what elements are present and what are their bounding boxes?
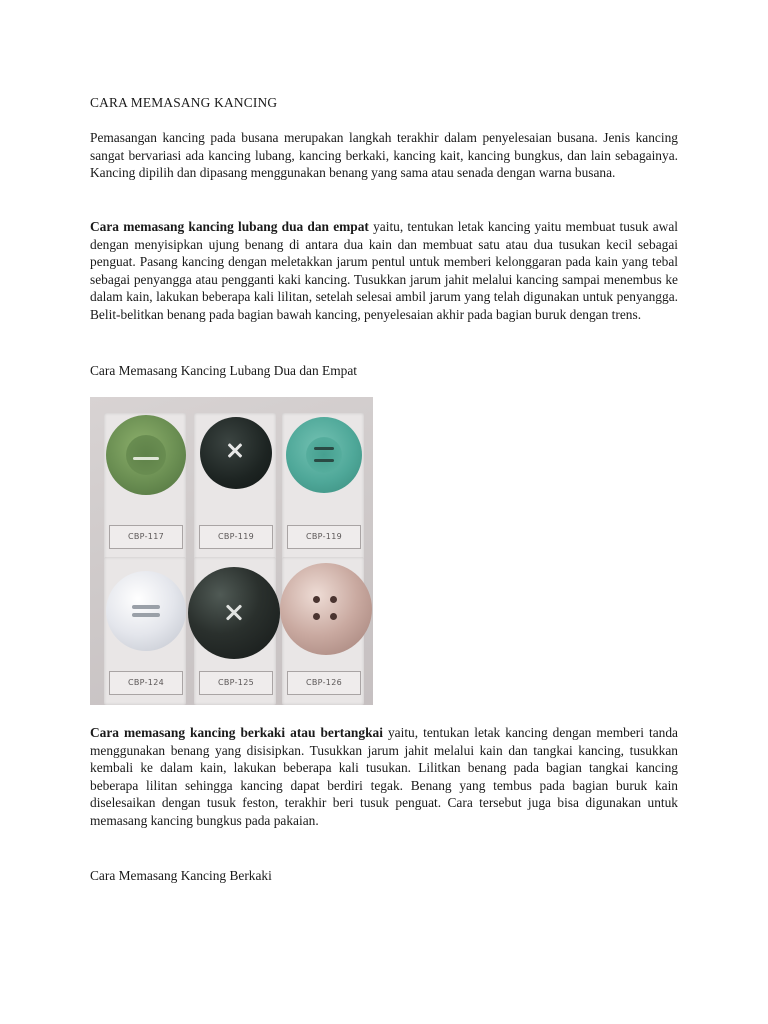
intro-paragraph: Pemasangan kancing pada busana merupakan langkah terakhir dalam penyelesaian busana. Jenis kancing sangat bervariasi ada kancing lubang, kancing berkaki, kancing kait, kancing bungkus, dan lain sebagainya. Kancing dipilih dan dipasang menggunakan benang yang sama atau senada dengan warna busana. [90,130,678,181]
button-hole [313,596,320,603]
green-button [106,415,186,495]
button-hole [314,459,334,462]
dark-marble-button [188,567,280,659]
button-card [282,413,364,561]
button-hole [133,457,159,460]
button-hole [132,605,160,609]
button-hole [314,447,334,450]
button-hole [313,613,320,620]
caption-hole-buttons: Cara Memasang Kancing Lubang Dua dan Empat [90,363,357,378]
document-title: CARA MEMASANG KANCING [90,95,278,110]
caption-shank-buttons: Cara Memasang Kancing Berkaki [90,868,272,883]
black-button [200,417,272,489]
button-label: CBP-124 [109,671,183,695]
button-card [282,557,364,705]
button-hole [330,613,337,620]
button-card [104,413,186,561]
shank-button-paragraph [90,724,678,830]
two-four-hole-text: yaitu, tentukan letak kancing yaitu membuat tusuk awal dengan menyisipkan ujung benang di antara dua kain dan membuat satu atau dua tusukan kecil sebagai penguat. Pasang kancing dengan meletakkan jarum pentul untuk memberi kelonggaran pada kain yang tebal sebagai penyangga atau pengganti kaki kancing. Tusukkan jarum jahit melalui kancing sampai menembus ke dalam kain, lakukan beberapa kali lilitan, setelah selesai ambil jarum yang telah digunakan untuk penyangga. Belit-belitkan benang pada bagian bawah kancing, penyelesaian akhir pada bagian buruk dengan trens. [90,219,678,322]
button-card [194,413,276,561]
two-four-hole-paragraph [90,218,678,324]
button-card [194,557,276,705]
white-button [106,571,186,651]
two-four-hole-heading: Cara memasang kancing lubang dua dan empat [90,219,369,234]
button-card [104,557,186,705]
pink-marble-button [280,563,372,655]
button-label: CBP-119 [287,525,361,549]
button-label: CBP-117 [109,525,183,549]
button-hole [330,596,337,603]
button-hole [132,613,160,617]
button-label: CBP-126 [287,671,361,695]
shank-button-heading: Cara memasang kancing berkaki atau bertangkai [90,725,383,740]
button-label: CBP-125 [199,671,273,695]
shank-button-text: yaitu, tentukan letak kancing dengan memberi tanda menggunakan benang yang disisipkan. Tusukkan jarum jahit melalui kain dan tangkai kancing, tusukkan kembali ke dalam kain, lakukan beberapa kali tusukan. Lilitkan benang pada bagian tangkai kancing beberapa lilitan sehingga kancing dapat berdiri tegak. Benang yang tembus pada bagian buruk kain diselesaikan dengan tusuk feston, terakhir beri tusuk penguat. Cara tersebut juga bisa digunakan untuk memasang kancing bungkus pada pakaian. [90,725,678,828]
button-label: CBP-119 [199,525,273,549]
teal-button [286,417,362,493]
buttons-photo [90,397,373,705]
